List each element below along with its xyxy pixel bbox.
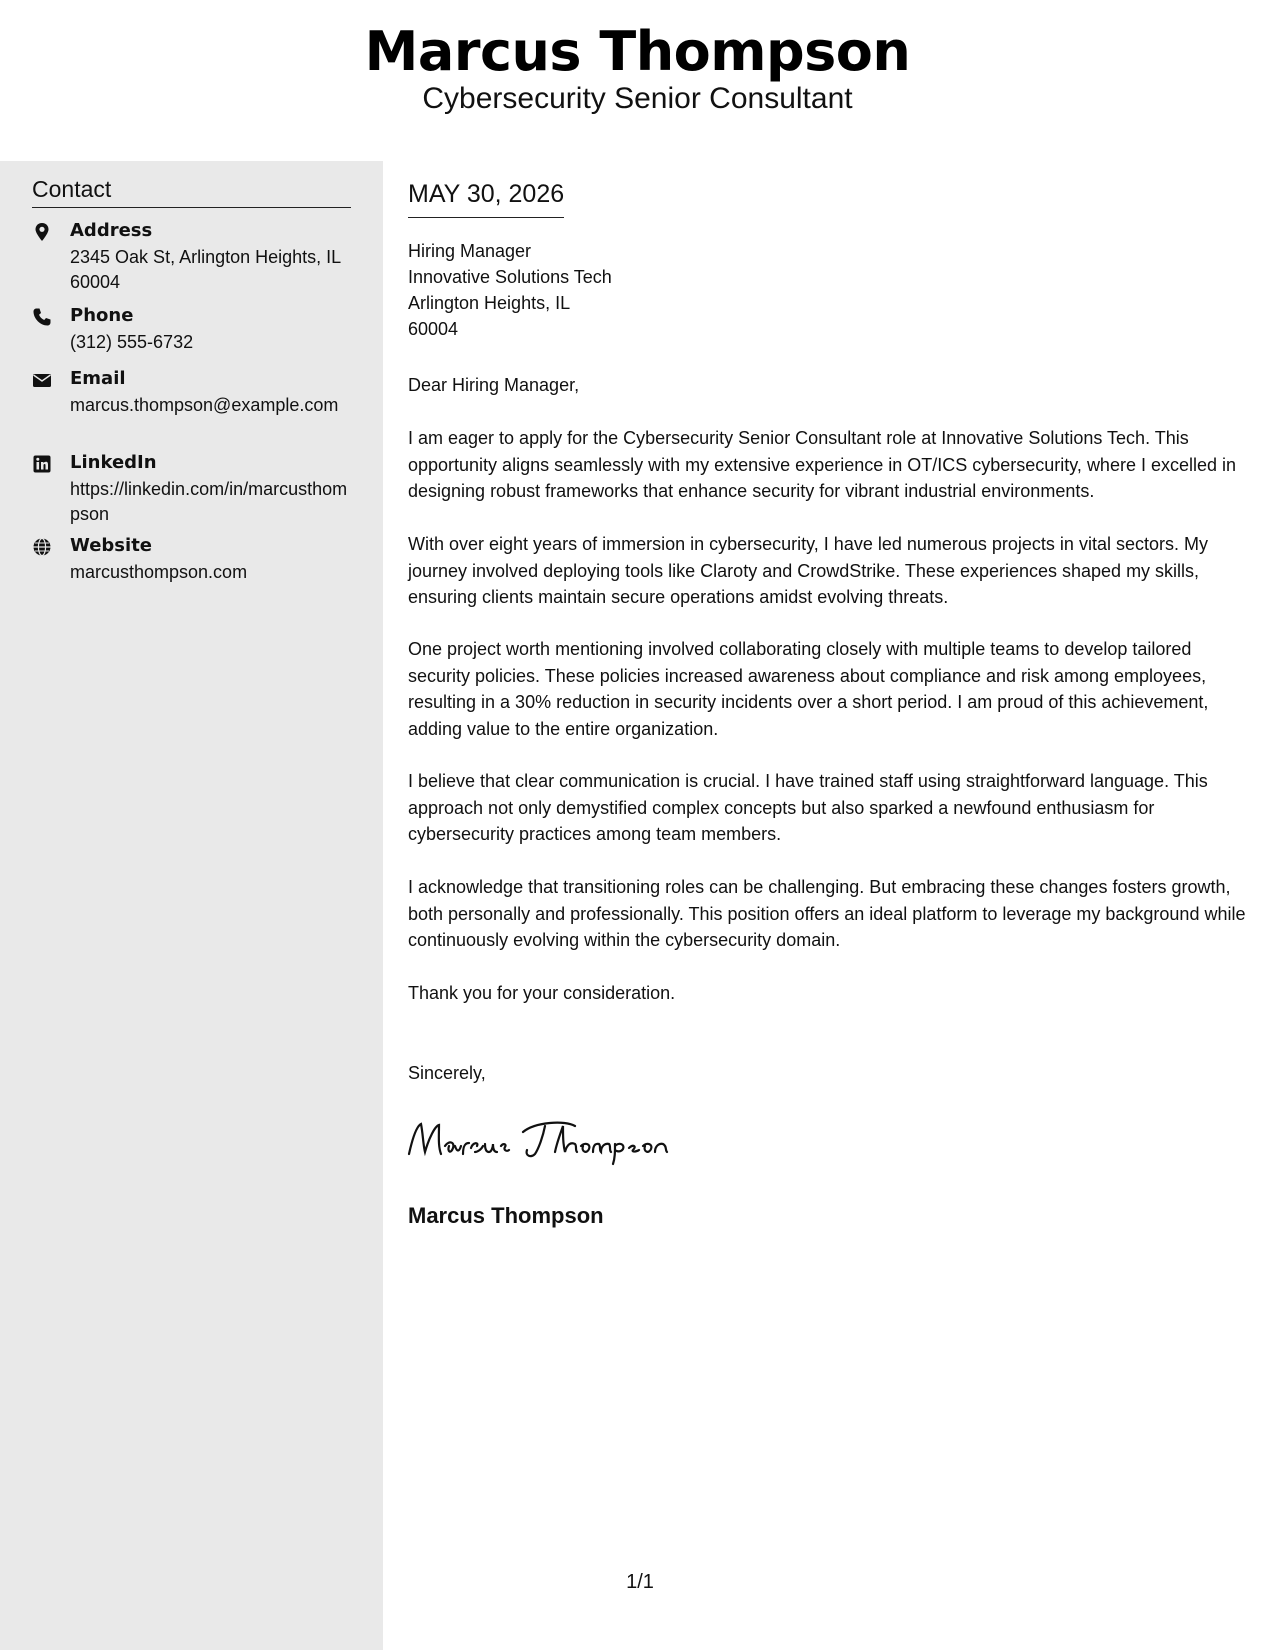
applicant-title: Cybersecurity Senior Consultant — [422, 82, 853, 115]
salutation: Dear Hiring Manager, — [408, 375, 580, 395]
paragraph: One project worth mentioning involved collaborating closely with multiple teams to develop tailored security policies. These policies increased awareness about compliance and risk among employees, resulting in a 30% reduction in security incidents over a short period. I am proud of this achievement, adding value to the entire organization. — [408, 639, 1209, 739]
paragraph: I believe that clear communication is crucial. I have trained staff using straightforward language. This approach not only demystified complex concepts but also sparked a newfound enthusiasm for cybersecurity practices among team members. — [408, 771, 1208, 844]
contact-item-website — [32, 535, 354, 585]
letter-date: MAY 30, 2026 — [408, 180, 564, 218]
contact-item-linkedin — [32, 452, 354, 524]
address-value: 2345 Oak St, Arlington Heights, IL 60004 — [70, 247, 341, 292]
header — [0, 0, 1275, 160]
website-label: Website — [70, 535, 153, 556]
linkedin-value[interactable]: https://linkedin.com/in/marcusthompson — [70, 479, 348, 524]
recipient-line: Arlington Heights, IL — [408, 293, 571, 313]
phone-label: Phone — [70, 305, 134, 326]
email-value: marcus.thompson@example.com — [70, 395, 339, 415]
contact-item-address — [32, 220, 354, 292]
linkedin-icon — [32, 454, 52, 474]
paragraph: I am eager to apply for the Cybersecurity Senior Consultant role at Innovative Solutions Tech. This opportunity aligns seamlessly with my extensive experience in OT/ICS cybersecurity, where I excelled in designing robust frameworks that enhance security for vibrant industrial environments. — [408, 428, 1237, 501]
phone-value: (312) 555-6732 — [70, 332, 194, 352]
linkedin-label: LinkedIn — [70, 452, 157, 473]
map-pin-icon — [32, 222, 52, 242]
paragraph: With over eight years of immersion in cybersecurity, I have led numerous projects in vital sectors. My journey involved deploying tools like Claroty and CrowdStrike. These experiences shaped my skills, ensuring clients maintain secure operations amidst evolving threats. — [408, 534, 1208, 607]
contact-heading: Contact — [32, 176, 351, 208]
thanks-line: Thank you for your consideration. — [408, 983, 676, 1003]
recipient-line: 60004 — [408, 319, 459, 339]
applicant-name: Marcus Thompson — [364, 20, 911, 83]
recipient-line: Innovative Solutions Tech — [408, 267, 612, 287]
address-label: Address — [70, 220, 153, 241]
recipient-line: Hiring Manager — [408, 241, 532, 261]
signature-image — [405, 1116, 670, 1166]
website-value[interactable]: marcusthompson.com — [70, 562, 248, 582]
phone-icon — [32, 307, 52, 327]
contact-item-email — [32, 368, 354, 430]
closing: Sincerely, — [408, 1063, 486, 1083]
paragraph: I acknowledge that transitioning roles can be challenging. But embracing these changes fosters growth, both personally and professionally. This position offers an ideal platform to leverage my background while continuously evolving within the cybersecurity domain. — [408, 877, 1246, 950]
recipient-block — [408, 238, 808, 342]
email-label: Email — [70, 368, 126, 389]
page-number: 1/1 — [626, 1571, 654, 1593]
contact-item-phone — [32, 305, 354, 355]
envelope-icon — [32, 370, 52, 390]
globe-icon — [32, 537, 52, 557]
signer-name: Marcus Thompson — [408, 1203, 604, 1228]
